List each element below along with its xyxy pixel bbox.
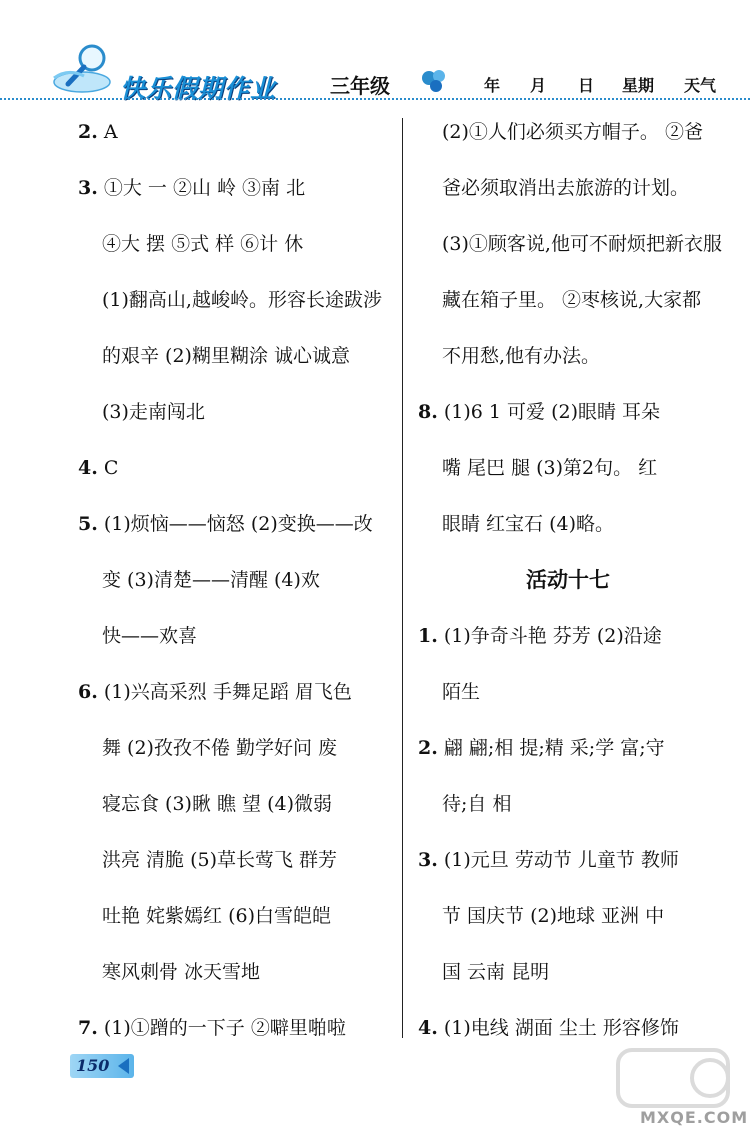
answer-text: (3)走南闯北 [102,401,205,423]
header-dotted-line [0,98,750,100]
answer-text: (1)①蹭的一下子 ②噼里啪啦 [97,1017,346,1039]
answer-line [78,846,398,902]
answer-text: 翩 翩;相 提;精 采;学 富;守 [437,737,665,759]
answer-text: (1)兴高采烈 手舞足蹈 眉飞色 [97,681,352,703]
answer-line [418,286,718,342]
answer-text: ①大 一 ②山 岭 ③南 北 [97,177,306,199]
question-number: 5. [78,513,98,535]
field-month: 月 [530,76,547,95]
answer-line [78,734,398,790]
answer-text: C [97,457,119,479]
answer-text: (3)①顾客说,他可不耐烦把新衣服 [442,233,722,255]
left-column [78,118,398,1070]
answer-text: (1)烦恼——恼怒 (2)变换——改 [97,513,373,535]
answer-line [78,510,398,566]
answer-line [418,342,718,398]
answer-line [418,174,718,230]
watermark-text: MXQE.COM [640,1108,749,1127]
answer-text: (1)元旦 劳动节 儿童节 教师 [437,849,679,871]
answer-text: (2)①人们必须买方帽子。 ②爸 [442,121,703,143]
page-arrow-icon [118,1058,129,1074]
question-number: 3. [418,849,438,871]
field-weather: 天气 [684,76,717,95]
page-header [0,0,750,103]
field-year: 年 [484,76,501,95]
answer-text: 寒风刺骨 冰天雪地 [102,961,261,983]
answer-text: 洪亮 清脆 (5)草长莺飞 群芳 [102,849,338,871]
header-title: 快乐假期作业 [120,74,277,103]
answer-line [78,678,398,734]
answer-line [418,734,718,790]
answer-text: 快——欢喜 [102,625,198,647]
answer-line [78,454,398,510]
answer-line [418,790,718,846]
answer-text: ④大 摆 ⑤式 样 ⑥计 休 [102,233,304,255]
answer-text: 舞 (2)孜孜不倦 勤学好问 废 [102,737,338,759]
answer-text: A [97,121,118,143]
answer-text: (1)翻高山,越峻岭。形容长途跋涉 [102,289,382,311]
answer-text: (1)电线 湖面 尘土 形容修饰 [437,1017,679,1039]
answer-text: 节 国庆节 (2)地球 亚洲 中 [442,905,665,927]
answer-text: 爸必须取消出去旅游的计划。 [442,177,690,199]
answer-text: 陌生 [442,681,481,703]
answer-line [418,846,718,902]
page-number: 150 [76,1056,110,1075]
answer-line [418,398,718,454]
answer-line [78,790,398,846]
question-number: 8. [418,401,438,423]
answer-line [78,230,398,286]
question-number: 1. [418,625,438,647]
answer-line [418,230,722,286]
answer-text: 的艰辛 (2)糊里糊涂 诚心诚意 [102,345,350,367]
question-number: 6. [78,681,98,703]
magnifier-logo-icon [48,38,118,98]
answer-line [78,286,398,342]
column-divider [402,118,403,1038]
answer-text: (1)争奇斗艳 芬芳 (2)沿途 [437,625,662,647]
answer-line [418,622,718,678]
question-number: 2. [418,737,438,759]
field-weekday: 星期 [622,76,655,95]
answer-line [418,454,718,510]
answer-text: 眼睛 红宝石 (4)略。 [442,513,614,535]
answer-line [78,398,398,454]
answer-line [78,342,398,398]
answer-line [418,958,718,1014]
right-column [418,118,722,1070]
answer-line [78,174,398,230]
answer-line [78,118,398,174]
answer-text: 吐艳 姹紫嫣红 (6)白雪皑皑 [102,905,331,927]
field-day: 日 [578,76,595,95]
question-number: 4. [418,1017,438,1039]
answer-line [78,622,398,678]
section-title: 活动十七 [526,568,610,592]
grade-label: 三年级 [330,74,390,98]
answer-line [418,510,718,566]
answer-text: 寝忘食 (3)瞅 瞧 望 (4)微弱 [102,793,332,815]
question-number: 3. [78,177,98,199]
balls-decoration-icon [420,68,448,94]
answer-text: 不用愁,他有办法。 [442,345,601,367]
answer-text: 待;自 相 [442,793,512,815]
answer-text: 变 (3)清楚——清醒 (4)欢 [102,569,320,591]
answer-text: 嘴 尾巴 腿 (3)第2句。 红 [442,457,658,479]
question-number: 7. [78,1017,98,1039]
answer-text: (1)6 1 可爱 (2)眼睛 耳朵 [437,401,661,423]
answer-line [418,118,718,174]
answer-text: 藏在箱子里。 ②枣核说,大家都 [442,289,702,311]
question-number: 4. [78,457,98,479]
answer-line [418,902,718,958]
answer-line [78,566,398,622]
answer-line [78,902,398,958]
answer-line [418,678,718,734]
answer-text: 国 云南 昆明 [442,961,550,983]
question-number: 2. [78,121,98,143]
answer-line [78,958,398,1014]
